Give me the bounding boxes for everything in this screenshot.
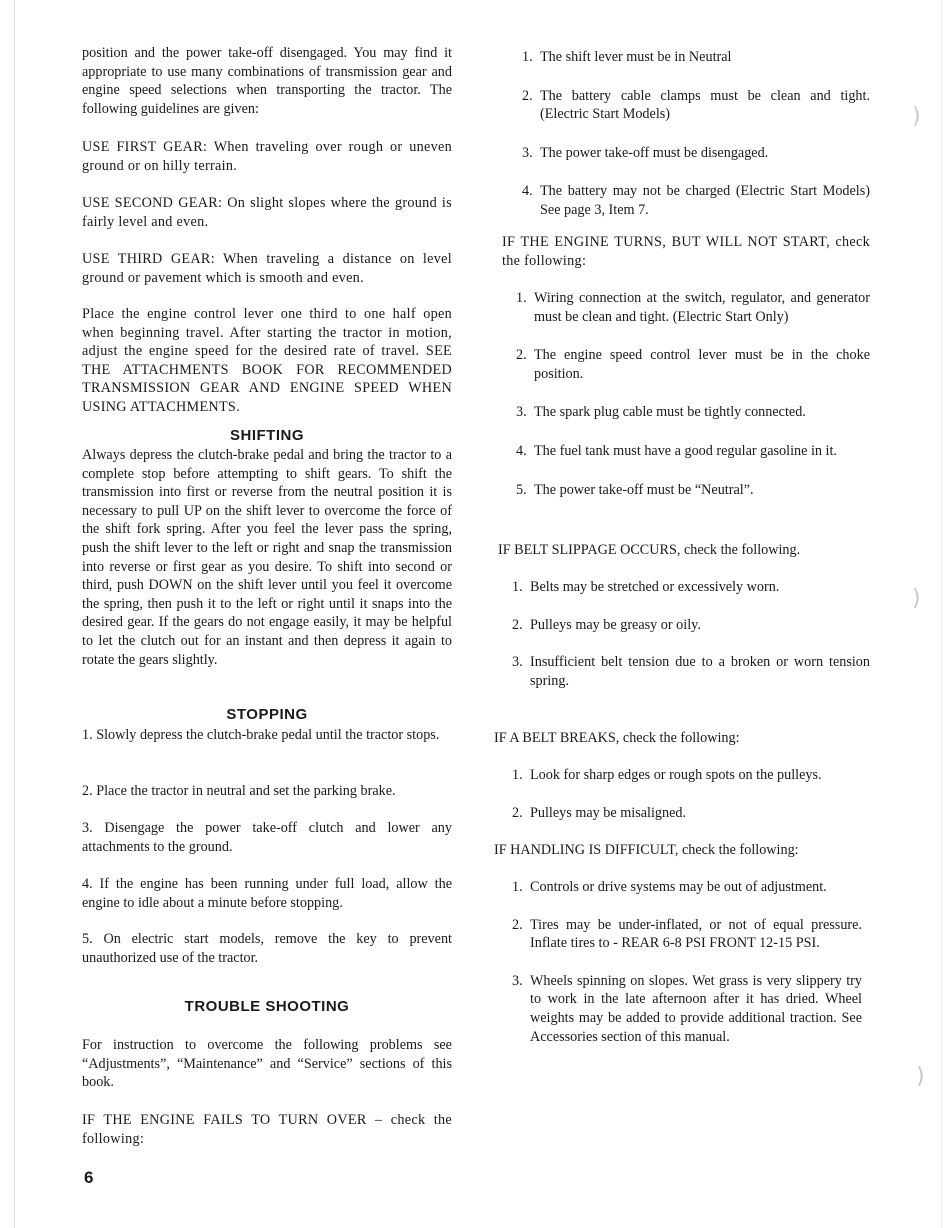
list-item: 4. The fuel tank must have a good regular gasoline in it. bbox=[516, 442, 837, 459]
list-item: 1. The shift lever must be in Neutral bbox=[522, 49, 732, 65]
list-item: 2. The engine speed control lever must be in the choke position. bbox=[516, 347, 870, 382]
engine-control-paragraph: Place the engine control lever one third to one half open when beginning travel. After starting the tractor in motion, adjust the engine speed for the desired rate of travel. SEE THE ATTACHMENTS BOOK FOR RECOMMENDED TRANSMISSION GEAR AND ENGINE SPEED WHEN USING ATTACHMENTS. bbox=[82, 306, 452, 415]
scan-mark: ) bbox=[912, 104, 921, 129]
shifting-heading: SHIFTING bbox=[230, 427, 304, 444]
list-item: 1. Wiring connection at the switch, regulator, and generator must be clean and tight. (Electric Start Only) bbox=[516, 290, 870, 325]
list-item: 5. The power take-off must be “Neutral”. bbox=[516, 481, 754, 498]
engine-fails-heading: IF THE ENGINE FAILS TO TURN OVER – check the following: bbox=[82, 1112, 452, 1147]
list-item: 2. Tires may be under-inflated, or not of equal pressure. Inflate tires to - REAR 6-8 PSI FRONT 12-15 PSI. bbox=[512, 916, 862, 952]
first-gear-paragraph: USE FIRST GEAR: When traveling over rough or uneven ground or on hilly terrain. bbox=[82, 139, 452, 174]
engine-turns-heading: IF THE ENGINE TURNS, BUT WILL NOT START, check the following: bbox=[502, 234, 870, 269]
right-edge-line bbox=[941, 0, 942, 1228]
list-item: 2. Pulleys may be misaligned. bbox=[512, 804, 687, 821]
belt-breaks-heading: IF A BELT BREAKS, check the following: bbox=[494, 730, 740, 746]
slippage-list bbox=[512, 578, 870, 690]
turns-list bbox=[516, 289, 870, 499]
stopping-step-4: 4. If the engine has been running under full load, allow the engine to idle about a minute before stopping. bbox=[82, 876, 452, 911]
third-gear-paragraph: USE THIRD GEAR: When traveling a distance on level ground or pavement which is smooth and even. bbox=[82, 251, 452, 286]
list-item: 2. Pulleys may be greasy or oily. bbox=[512, 616, 701, 633]
fails-list bbox=[522, 48, 870, 220]
belt-slippage-heading: IF BELT SLIPPAGE OCCURS, check the following. bbox=[498, 542, 801, 558]
page-number: 6 bbox=[84, 1168, 94, 1187]
stopping-step-5: 5. On electric start models, remove the key to prevent unauthorized use of the tractor. bbox=[82, 931, 452, 966]
handling-list bbox=[512, 878, 862, 1046]
intro-paragraph: position and the power take-off disengaged. You may find it appropriate to use many combinations of transmission gear and engine speed selections when transporting the tractor. The following guidelines are given: bbox=[82, 45, 452, 117]
binding-edge-line bbox=[14, 0, 15, 1228]
trouble-intro-paragraph: For instruction to overcome the following problems see “Adjustments”, “Maintenance” and “Service” sections of this book. bbox=[82, 1037, 452, 1091]
scan-mark: ) bbox=[916, 1064, 925, 1089]
list-item: 2. The battery cable clamps must be clean and tight. (Electric Start Models) bbox=[522, 87, 870, 123]
shifting-paragraph: Always depress the clutch-brake pedal and bring the tractor to a complete stop before attempting to shift gears. To shift the transmission into first or reverse from the neutral position it is necessary to pull UP on the shift lever to overcome the force of the shift fork spring. After you feel the lever pass the spring, push the shift lever to the left or right and snap the transmission into reverse or first gear as you desire. To shift into second or third, push DOWN on the shift lever until you feel it overcome the spring, then push it to the left or right until it snaps into the desired gear. If the gears do not engage easily, it may be helpful to let the clutch out for an instant and then depress it again to rotate the gears slightly. bbox=[82, 447, 452, 668]
stopping-step-3: 3. Disengage the power take-off clutch and lower any attachments to the ground. bbox=[82, 820, 452, 855]
stopping-step-2: 2. Place the tractor in neutral and set the parking brake. bbox=[82, 783, 396, 799]
breaks-list bbox=[512, 766, 870, 822]
list-item: 3. The spark plug cable must be tightly connected. bbox=[516, 404, 806, 421]
handling-heading: IF HANDLING IS DIFFICULT, check the following: bbox=[494, 842, 799, 858]
stopping-step-1: 1. Slowly depress the clutch-brake pedal until the tractor stops. bbox=[82, 727, 440, 743]
list-item: 1. Belts may be stretched or excessively worn. bbox=[512, 579, 780, 595]
list-item: 4. The battery may not be charged (Electric Start Models) See page 3, Item 7. bbox=[522, 183, 870, 218]
trouble-shooting-heading: TROUBLE SHOOTING bbox=[184, 998, 350, 1015]
list-item: 3. Wheels spinning on slopes. Wet grass is very slippery try to work in the late afternoon after it has dried. Wheel weights may be added to provide additional traction. See Accessories section of this manual. bbox=[512, 972, 862, 1045]
list-item: 1. Controls or drive systems may be out of adjustment. bbox=[512, 879, 827, 895]
second-gear-paragraph: USE SECOND GEAR: On slight slopes where the ground is fairly level and even. bbox=[82, 195, 452, 230]
list-item: 1. Look for sharp edges or rough spots on the pulleys. bbox=[512, 767, 822, 783]
list-item: 3. Insufficient belt tension due to a broken or worn tension spring. bbox=[512, 654, 870, 689]
list-item: 3. The power take-off must be disengaged. bbox=[522, 144, 769, 161]
scan-mark: ) bbox=[912, 586, 921, 611]
stopping-heading: STOPPING bbox=[226, 706, 308, 723]
